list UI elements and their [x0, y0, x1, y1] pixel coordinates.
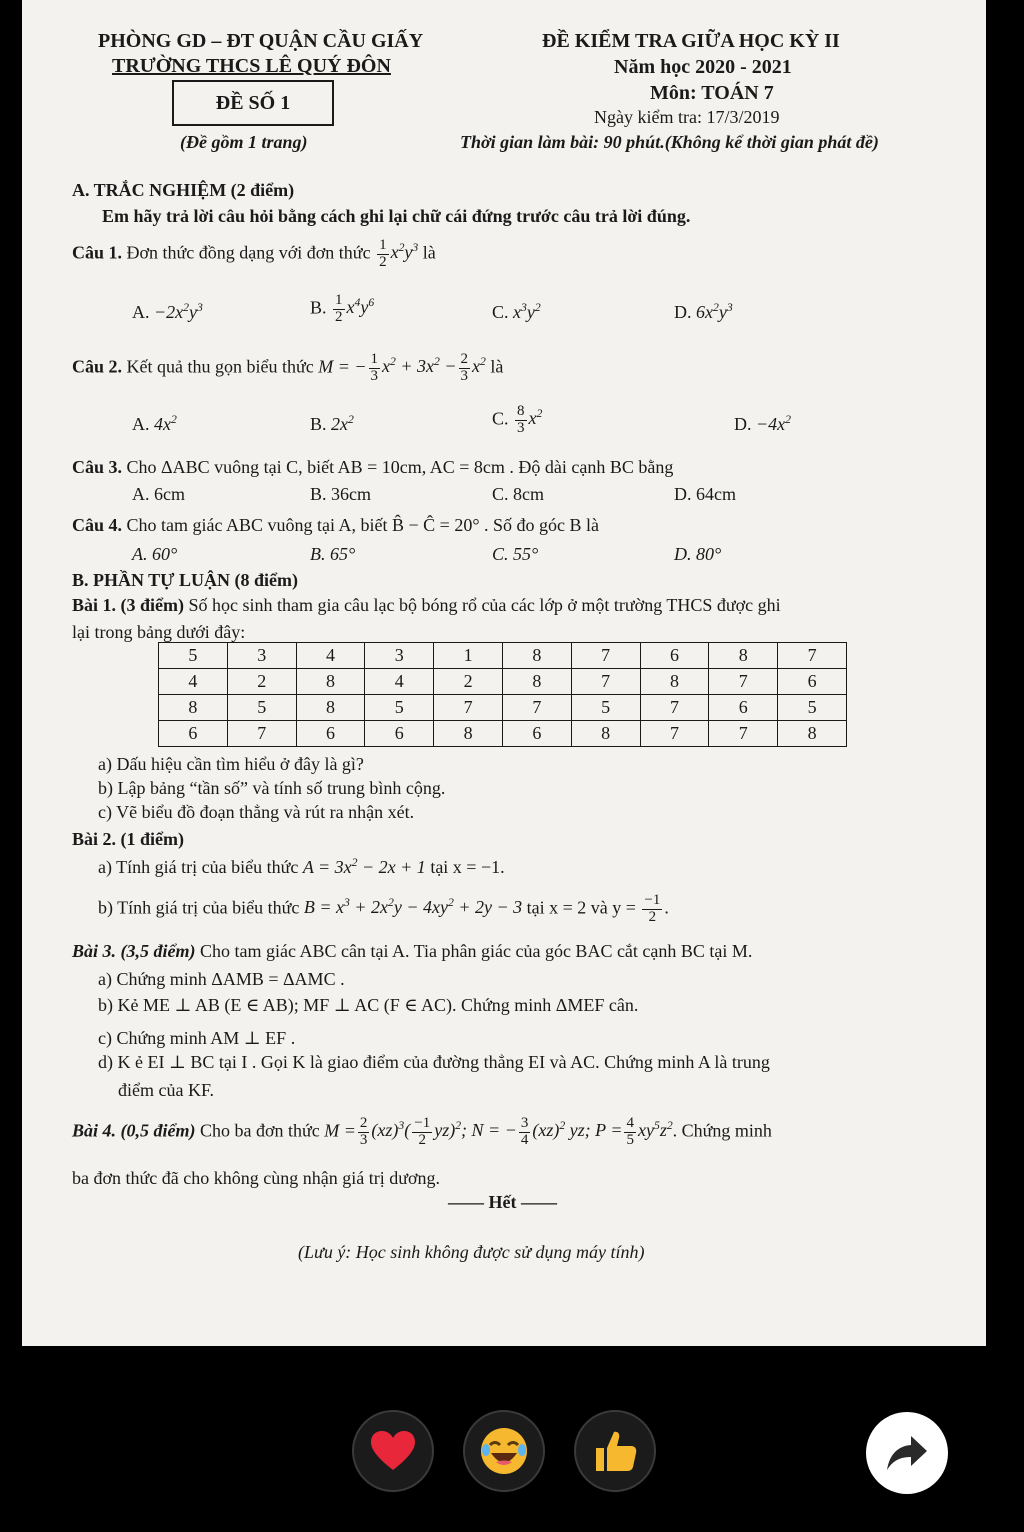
- question-1: Câu 1. Đơn thức đồng dạng với đơn thức $\frac{1}{2}$ $x^2y^3$ là: [72, 237, 436, 270]
- q3-option-a: A. 6cm: [132, 484, 185, 504]
- dept-name: PHÒNG GD – ĐT QUẬN CẦU GIẤY: [98, 30, 424, 52]
- bai1-a: a) Dấu hiệu cần tìm hiểu ở đây là gì?: [98, 754, 364, 774]
- q2-option-c: C. $\frac{8}{3}$ $x^2$: [492, 403, 543, 436]
- table-cell: 6: [365, 721, 434, 747]
- table-cell: 5: [778, 695, 847, 721]
- q2-option-d: D. $-4x^2$: [734, 413, 791, 434]
- exam-paper: [22, 0, 986, 1346]
- table-cell: 6: [159, 721, 228, 747]
- table-cell: 8: [640, 669, 709, 695]
- table-cell: 8: [502, 643, 571, 669]
- table-cell: 3: [227, 643, 296, 669]
- table-cell: 8: [296, 695, 365, 721]
- exam-number: ĐỀ SỐ 1: [215, 91, 291, 114]
- part-a-instruction: Em hãy trả lời câu hỏi bằng cách ghi lại chữ cái đứng trước câu trả lời đúng.: [102, 206, 691, 226]
- bai3-a: a) Chứng minh ΔAMB = ΔAMC .: [98, 969, 345, 989]
- heart-reaction-button[interactable]: [352, 1410, 434, 1492]
- q3-option-b: B. 36cm: [310, 484, 371, 504]
- bai4-line2: ba đơn thức đã cho không cùng nhận giá trị dương.: [72, 1168, 440, 1188]
- q4-option-a: A. 60°: [132, 544, 178, 564]
- thumbs-up-icon: [592, 1428, 638, 1474]
- table-cell: 7: [434, 695, 503, 721]
- heart-icon: [370, 1430, 416, 1472]
- table-cell: 7: [502, 695, 571, 721]
- bai2-b: b) Tính giá trị của biểu thức $B = x^3 + 2x^2y - 4xy^2 + 2y - 3$ tại x = 2 và y = $\frac{-1}{2}$ .: [98, 892, 669, 925]
- q1-option-c: C. $x^3y^2$: [492, 301, 541, 322]
- school-year: Năm học 2020 - 2021: [614, 56, 792, 78]
- table-cell: 1: [434, 643, 503, 669]
- reaction-bar: [0, 1346, 1024, 1532]
- table-cell: 8: [502, 669, 571, 695]
- table-cell: 8: [709, 643, 778, 669]
- share-arrow-icon: [885, 1434, 929, 1472]
- table-cell: 4: [296, 643, 365, 669]
- bai1-line1: Bài 1. (3 điểm) Số học sinh tham gia câu lạc bộ bóng rổ của các lớp ở một trường THCS được ghi: [72, 595, 781, 615]
- bai3-d2: điểm của KF.: [118, 1080, 215, 1100]
- table-cell: 6: [502, 721, 571, 747]
- q2-option-a: A. $4x^2$: [132, 413, 177, 434]
- exam-number-box: [172, 80, 334, 126]
- question-4: Câu 4. Cho tam giác ABC vuông tại A, biết B̂ − Ĉ = 20° . Số đo góc B là: [72, 515, 600, 535]
- table-cell: 8: [778, 721, 847, 747]
- share-button[interactable]: [866, 1412, 948, 1494]
- q3-option-c: C. 8cm: [492, 484, 544, 504]
- question-2: Câu 2. Kết quả thu gọn biểu thức M = − $\frac{1}{3}$ $x^2 + 3x^2$ − $\frac{2}{3}$ $x^2$ là: [72, 351, 504, 384]
- bai2-label: Bài 2. (1 điểm): [72, 829, 184, 849]
- table-cell: 5: [571, 695, 640, 721]
- q1-option-b: B. $\frac{1}{2}$ $x^4y^6$: [310, 292, 375, 325]
- table-cell: 6: [296, 721, 365, 747]
- table-cell: 8: [571, 721, 640, 747]
- table-row: [159, 721, 847, 747]
- table-cell: 7: [227, 721, 296, 747]
- bai1-c: c) Vẽ biểu đồ đoạn thẳng và rút ra nhận xét.: [98, 802, 415, 822]
- table-row: [159, 643, 847, 669]
- table-cell: 5: [227, 695, 296, 721]
- pages-note: (Đề gồm 1 trang): [180, 132, 308, 152]
- bai2-a: a) Tính giá trị của biểu thức $A = 3x^2 - 2x + 1$ tại x = −1.: [98, 856, 505, 877]
- laugh-reaction-button[interactable]: [463, 1410, 545, 1492]
- table-cell: 2: [434, 669, 503, 695]
- table-cell: 7: [778, 643, 847, 669]
- table-cell: 4: [159, 669, 228, 695]
- bai1-b: b) Lập bảng “tần số” và tính số trung bình cộng.: [98, 778, 446, 798]
- table-cell: 7: [709, 669, 778, 695]
- bai3-c: c) Chứng minh AM ⊥ EF .: [98, 1028, 296, 1048]
- school-name: TRƯỜNG THCS LÊ QUÝ ĐÔN: [112, 55, 391, 77]
- table-cell: 6: [640, 643, 709, 669]
- bai3-b: b) Kẻ ME ⊥ AB (E ∈ AB); MF ⊥ AC (F ∈ AC). Chứng minh ΔMEF cân.: [98, 995, 639, 1015]
- q4-option-b: B. 65°: [310, 544, 356, 564]
- table-cell: 7: [640, 721, 709, 747]
- table-cell: 8: [296, 669, 365, 695]
- table-cell: 6: [709, 695, 778, 721]
- q4-option-d: D. 80°: [674, 544, 722, 564]
- q1-option-a: A. $-2x^2y^3$: [132, 301, 203, 322]
- laughing-face-icon: [479, 1426, 529, 1476]
- like-reaction-button[interactable]: [574, 1410, 656, 1492]
- q4-option-c: C. 55°: [492, 544, 539, 564]
- table-cell: 3: [365, 643, 434, 669]
- table-cell: 6: [778, 669, 847, 695]
- q2-option-b: B. $2x^2$: [310, 413, 354, 434]
- bai1-line2: lại trong bảng dưới đây:: [72, 622, 246, 642]
- q3-option-d: D. 64cm: [674, 484, 736, 504]
- part-a-title: A. TRẮC NGHIỆM (2 điểm): [72, 180, 295, 200]
- subject: Môn: TOÁN 7: [650, 82, 774, 104]
- table-cell: 5: [365, 695, 434, 721]
- data-table: [158, 642, 847, 747]
- table-cell: 7: [709, 721, 778, 747]
- table-row: [159, 695, 847, 721]
- table-cell: 8: [434, 721, 503, 747]
- table-cell: 7: [571, 643, 640, 669]
- part-b-title: B. PHẦN TỰ LUẬN (8 điểm): [72, 570, 298, 590]
- table-cell: 8: [159, 695, 228, 721]
- bai3-d1: d) K ẻ EI ⊥ BC tại I . Gọi K là giao điểm của đường thẳng EI và AC. Chứng minh A là trung: [98, 1052, 770, 1072]
- table-cell: 2: [227, 669, 296, 695]
- table-row: [159, 669, 847, 695]
- table-cell: 7: [571, 669, 640, 695]
- table-cell: 5: [159, 643, 228, 669]
- exam-date: Ngày kiểm tra: 17/3/2019: [594, 107, 780, 127]
- q1-option-d: D. $6x^2y^3$: [674, 301, 733, 322]
- bai4-line1: Bài 4. (0,5 điểm) Cho ba đơn thức M = $\frac{2}{3}$ (xz)$^3$( $\frac{-1}{2}$ yz)$^2$; N = − $\frac{3}{4}$ (xz)$^2$ yz; P = $\frac{4}{5}$ $xy^5z^2$. Chứng minh: [72, 1115, 772, 1148]
- duration: Thời gian làm bài: 90 phút.(Không kể thời gian phát đề): [460, 132, 879, 152]
- end-mark: —— Hết ——: [448, 1192, 557, 1212]
- footnote: (Lưu ý: Học sinh không được sử dụng máy tính): [298, 1242, 645, 1262]
- table-cell: 4: [365, 669, 434, 695]
- table-cell: 7: [640, 695, 709, 721]
- question-3: Câu 3. Cho ΔABC vuông tại C, biết AB = 10cm, AC = 8cm . Độ dài cạnh BC bằng: [72, 457, 674, 477]
- exam-title: ĐỀ KIỂM TRA GIỮA HỌC KỲ II: [542, 30, 840, 52]
- bai3-line: Bài 3. (3,5 điểm) Cho tam giác ABC cân tại A. Tia phân giác của góc BAC cắt cạnh BC tại M.: [72, 941, 753, 961]
